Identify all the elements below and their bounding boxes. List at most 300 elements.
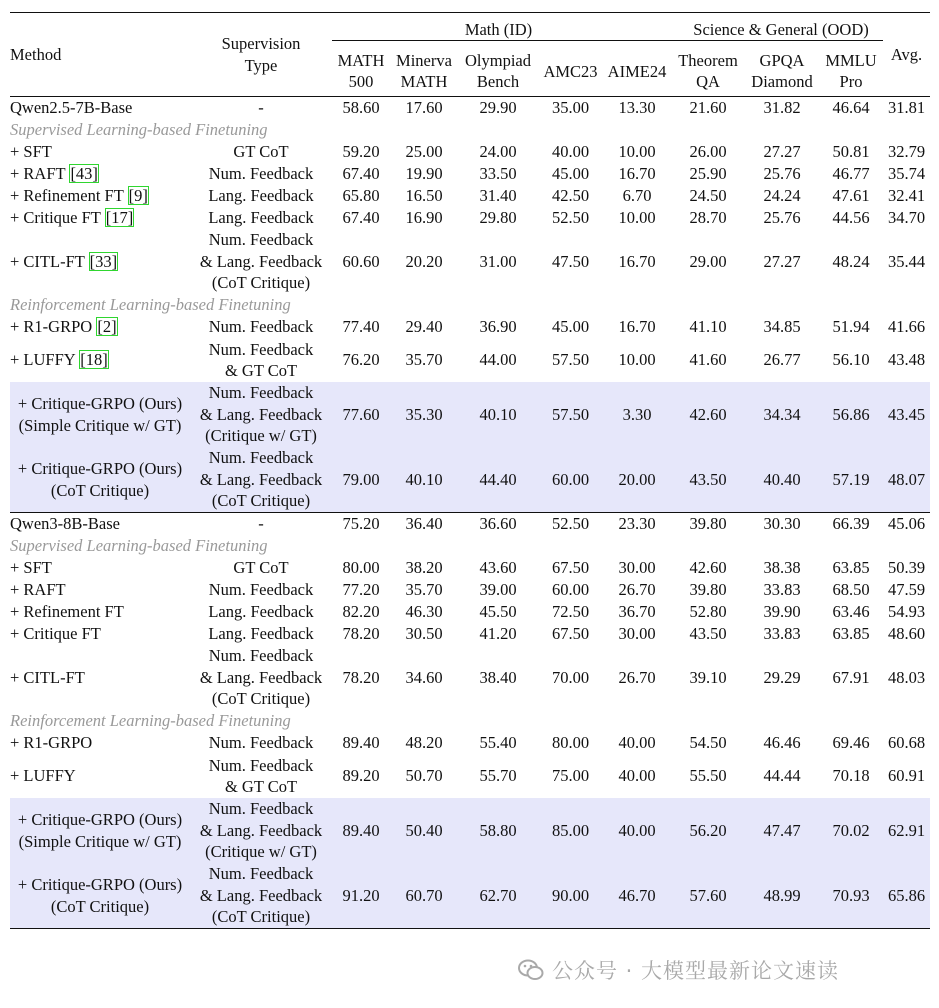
method-cell xyxy=(10,316,190,338)
value-cell: 56.10 xyxy=(832,350,870,370)
value-cell: 27.27 xyxy=(763,251,801,271)
value-cell: 13.30 xyxy=(603,97,671,120)
value-cell: 65.86 xyxy=(883,863,930,929)
method-name: + SFT xyxy=(10,558,52,578)
value-cell: 35.74 xyxy=(887,164,926,184)
supervision-cell xyxy=(190,557,332,579)
citation-ref: [18] xyxy=(80,350,108,370)
supervision-line: Num. Feedback xyxy=(208,339,314,359)
value-cell: 46.77 xyxy=(832,164,870,184)
value-cell: 78.20 xyxy=(342,667,380,687)
column-header: GPQA Diamond xyxy=(751,50,813,92)
value-cell: 60.70 xyxy=(390,863,458,929)
method-name: + LUFFY xyxy=(10,766,76,786)
math-group-header: Math (ID) xyxy=(332,13,671,47)
section-title: Reinforcement Learning-based Finetuning xyxy=(10,295,291,315)
supervision-line: Lang. Feedback xyxy=(208,186,314,206)
value-cell: 40.10 xyxy=(390,447,458,513)
value-cell: 89.40 xyxy=(342,733,380,753)
supervision-cell xyxy=(190,185,332,207)
value-cell: 33.83 xyxy=(763,624,801,644)
column-header: Theorem QA xyxy=(678,50,738,92)
value-cell: 29.80 xyxy=(479,208,517,228)
supervision-cell xyxy=(190,645,332,710)
value-cell: 42.50 xyxy=(551,186,590,206)
section-title: Supervised Learning-based Finetuning xyxy=(10,536,268,556)
supervision-line: Num. Feedback xyxy=(208,799,314,819)
ood-group-header: Science & General (OOD) xyxy=(671,13,883,47)
section-title-row xyxy=(10,119,930,141)
method-name: + R1-GRPO xyxy=(10,317,97,337)
value-cell: 20.00 xyxy=(603,447,671,513)
value-cell: 76.20 xyxy=(342,350,380,370)
value-cell: 33.50 xyxy=(479,164,517,184)
supervision-cell xyxy=(190,579,332,601)
method-name: + Critique FT xyxy=(10,208,105,228)
method-cell xyxy=(10,623,190,645)
supervision-line: (CoT Critique) xyxy=(211,273,311,293)
method-line: + Critique-GRPO (Ours) xyxy=(17,459,183,478)
supervision-line: Num. Feedback xyxy=(208,448,314,468)
value-cell: 50.70 xyxy=(405,766,443,786)
value-cell: 70.18 xyxy=(832,766,870,786)
value-cell: 42.60 xyxy=(689,558,727,578)
value-cell: 77.60 xyxy=(332,382,390,447)
value-cell: 23.30 xyxy=(603,513,671,536)
method-line: (CoT Critique) xyxy=(50,480,150,500)
supervision-cell xyxy=(190,601,332,623)
method-line: (Simple Critique w/ GT) xyxy=(18,415,182,435)
value-cell: 67.50 xyxy=(551,558,590,578)
value-cell: 46.70 xyxy=(603,863,671,929)
supervision-line: (CoT Critique) xyxy=(211,689,311,709)
value-cell: 26.70 xyxy=(618,667,656,687)
supervision-line: & GT CoT xyxy=(224,361,298,380)
value-cell: 35.30 xyxy=(390,382,458,447)
value-cell: 52.50 xyxy=(551,208,590,228)
supervision-line: Lang. Feedback xyxy=(208,208,314,228)
value-cell: 41.10 xyxy=(689,317,727,337)
value-cell: 62.70 xyxy=(458,863,538,929)
value-cell: 55.40 xyxy=(479,733,517,753)
method-cell xyxy=(10,229,190,294)
value-cell: 56.86 xyxy=(819,382,883,447)
value-cell: 50.39 xyxy=(887,558,926,578)
table-row xyxy=(10,382,930,447)
supervision-cell xyxy=(190,207,332,229)
supervision-line: (Critique w/ GT) xyxy=(205,426,317,446)
supervision-line: GT CoT xyxy=(233,142,289,162)
value-cell: 46.46 xyxy=(763,733,801,753)
value-cell: 55.70 xyxy=(479,766,517,786)
method-name: Qwen3-8B-Base xyxy=(10,514,120,534)
citation-ref: [9] xyxy=(128,186,148,206)
value-cell: 80.00 xyxy=(342,558,380,578)
supervision-line: Num. Feedback xyxy=(208,646,314,666)
value-cell: 60.60 xyxy=(342,251,380,271)
table-row xyxy=(10,207,930,229)
value-cell: 38.40 xyxy=(479,667,517,687)
value-cell: 26.70 xyxy=(618,580,656,600)
column-header: MATH 500 xyxy=(337,50,385,92)
value-cell: 67.50 xyxy=(551,624,590,644)
value-cell: 19.90 xyxy=(405,164,443,184)
value-cell: 25.00 xyxy=(405,142,443,162)
value-cell: 39.80 xyxy=(671,513,745,536)
value-cell: 46.64 xyxy=(819,97,883,120)
value-cell: 10.00 xyxy=(618,350,656,370)
value-cell: 62.91 xyxy=(883,798,930,863)
method-name: + RAFT xyxy=(10,580,66,600)
value-cell: 77.40 xyxy=(342,317,380,337)
avg-header: Avg. xyxy=(890,44,923,64)
value-cell: 58.80 xyxy=(458,798,538,863)
table-row xyxy=(10,141,930,163)
value-cell: 54.50 xyxy=(689,733,727,753)
value-cell: 90.00 xyxy=(538,863,603,929)
method-cell xyxy=(10,141,190,163)
value-cell: 77.20 xyxy=(342,580,380,600)
supervision-line: (Critique w/ GT) xyxy=(205,842,317,862)
method-cell xyxy=(10,163,190,185)
value-cell: 48.24 xyxy=(832,251,870,271)
value-cell: 16.50 xyxy=(405,186,443,206)
value-cell: 31.40 xyxy=(479,186,517,206)
value-cell: 48.20 xyxy=(405,733,443,753)
method-name: + RAFT xyxy=(10,164,70,184)
table-row xyxy=(10,229,930,294)
value-cell: 85.00 xyxy=(538,798,603,863)
value-cell: 40.10 xyxy=(458,382,538,447)
citation-ref: [43] xyxy=(70,164,98,184)
method-name: + Critique FT xyxy=(10,624,101,644)
value-cell: 89.20 xyxy=(342,766,380,786)
supervision-line: & GT CoT xyxy=(224,777,298,796)
column-header: Minerva MATH xyxy=(396,50,452,92)
value-cell: 45.00 xyxy=(551,164,590,184)
value-cell: 29.90 xyxy=(458,97,538,120)
value-cell: 41.60 xyxy=(689,350,727,370)
value-cell: 43.50 xyxy=(671,447,745,513)
value-cell: 44.44 xyxy=(763,766,801,786)
value-cell: 45.06 xyxy=(883,513,930,536)
value-cell: 34.60 xyxy=(405,667,443,687)
method-line: + Critique-GRPO (Ours) xyxy=(17,394,183,413)
method-line: + Critique-GRPO (Ours) xyxy=(17,810,183,829)
value-cell: 31.81 xyxy=(883,97,930,120)
method-cell xyxy=(10,97,190,120)
supervision-line: Lang. Feedback xyxy=(208,624,314,644)
supervision-cell xyxy=(190,97,332,120)
value-cell: 39.80 xyxy=(689,580,727,600)
table-row xyxy=(10,97,930,120)
method-line: (Simple Critique w/ GT) xyxy=(18,831,182,851)
supervision-line: Num. Feedback xyxy=(208,864,314,884)
value-cell: 34.85 xyxy=(763,317,801,337)
value-cell: 40.00 xyxy=(618,766,656,786)
method-cell xyxy=(10,513,190,536)
value-cell: 89.40 xyxy=(332,798,390,863)
method-cell xyxy=(10,601,190,623)
value-cell: 35.70 xyxy=(405,350,443,370)
value-cell: 24.50 xyxy=(689,186,727,206)
value-cell: 47.50 xyxy=(551,251,590,271)
method-cell xyxy=(10,185,190,207)
value-cell: 47.59 xyxy=(887,580,926,600)
value-cell: 36.70 xyxy=(618,602,656,622)
supervision-line: & Lang. Feedback xyxy=(199,251,323,271)
citation-ref: [17] xyxy=(105,208,134,228)
value-cell: 60.00 xyxy=(538,447,603,513)
supervision-line: Num. Feedback xyxy=(208,164,314,184)
value-cell: 67.91 xyxy=(832,667,870,687)
value-cell: 63.46 xyxy=(832,602,870,622)
value-cell: 68.50 xyxy=(832,580,870,600)
value-cell: 32.79 xyxy=(887,142,926,162)
supervision-line: (CoT Critique) xyxy=(211,907,311,927)
value-cell: 46.30 xyxy=(405,602,443,622)
value-cell: 40.40 xyxy=(745,447,819,513)
supervision-line: Num. Feedback xyxy=(208,317,314,337)
value-cell: 45.50 xyxy=(479,602,517,622)
value-cell: 82.20 xyxy=(342,602,380,622)
section-title-row xyxy=(10,710,930,732)
value-cell: 29.00 xyxy=(689,251,727,271)
value-cell: 44.00 xyxy=(479,350,517,370)
supervision-header: Supervision Type xyxy=(221,34,301,75)
value-cell: 32.41 xyxy=(887,186,926,206)
supervision-cell xyxy=(190,732,332,754)
method-line: + Critique-GRPO (Ours) xyxy=(17,875,183,894)
value-cell: 30.50 xyxy=(405,624,443,644)
value-cell: 38.38 xyxy=(763,558,801,578)
value-cell: 78.20 xyxy=(342,624,380,644)
section-title-row xyxy=(10,294,930,316)
column-header: AIME24 xyxy=(607,61,667,81)
value-cell: 70.02 xyxy=(819,798,883,863)
value-cell: 48.07 xyxy=(883,447,930,513)
method-cell xyxy=(10,447,190,513)
table-row xyxy=(10,557,930,579)
value-cell: 60.00 xyxy=(551,580,590,600)
supervision-line: & Lang. Feedback xyxy=(199,667,323,687)
value-cell: 57.50 xyxy=(551,350,590,370)
supervision-line: Num. Feedback xyxy=(208,580,314,600)
table-row xyxy=(10,645,930,710)
supervision-line: & Lang. Feedback xyxy=(199,885,323,905)
table-row xyxy=(10,601,930,623)
method-header: Method xyxy=(10,44,62,64)
value-cell: 21.60 xyxy=(671,97,745,120)
watermark: 公众号 · 大模型最新论文速读 xyxy=(518,955,839,985)
supervision-line: & Lang. Feedback xyxy=(199,404,323,424)
supervision-cell xyxy=(190,163,332,185)
method-cell xyxy=(10,579,190,601)
table-row xyxy=(10,732,930,754)
value-cell: 35.44 xyxy=(887,251,926,271)
value-cell: 38.20 xyxy=(405,558,443,578)
value-cell: 44.40 xyxy=(458,447,538,513)
column-header: AMC23 xyxy=(543,61,598,81)
supervision-line: & Lang. Feedback xyxy=(199,820,323,840)
supervision-cell xyxy=(190,513,332,536)
value-cell: 26.77 xyxy=(763,350,801,370)
value-cell: 25.76 xyxy=(763,208,801,228)
value-cell: 35.70 xyxy=(405,580,443,600)
table-row xyxy=(10,579,930,601)
table-row xyxy=(10,338,930,382)
value-cell: 36.40 xyxy=(390,513,458,536)
supervision-line: Num. Feedback xyxy=(208,230,314,250)
value-cell: 31.82 xyxy=(745,97,819,120)
supervision-cell xyxy=(190,623,332,645)
value-cell: 70.00 xyxy=(551,667,590,687)
method-cell xyxy=(10,557,190,579)
table-header xyxy=(10,13,930,97)
value-cell: 40.00 xyxy=(618,733,656,753)
method-cell xyxy=(10,863,190,929)
value-cell: 29.40 xyxy=(405,317,443,337)
value-cell: 63.85 xyxy=(832,624,870,644)
method-name: + CITL-FT xyxy=(10,667,85,687)
table-row xyxy=(10,623,930,645)
supervision-line: - xyxy=(258,514,264,534)
method-cell xyxy=(10,732,190,754)
value-cell: 48.03 xyxy=(887,667,926,687)
value-cell: 67.40 xyxy=(342,164,380,184)
value-cell: 65.80 xyxy=(342,186,380,206)
supervision-cell xyxy=(190,316,332,338)
value-cell: 16.70 xyxy=(618,164,656,184)
supervision-cell xyxy=(190,754,332,798)
citation-ref: [33] xyxy=(89,251,118,271)
supervision-cell xyxy=(190,863,332,929)
method-name: + Refinement FT xyxy=(10,602,124,622)
supervision-line: GT CoT xyxy=(233,558,289,578)
method-name: Qwen2.5-7B-Base xyxy=(10,98,133,118)
method-name: + SFT xyxy=(10,142,52,162)
method-cell xyxy=(10,754,190,798)
value-cell: 60.68 xyxy=(887,733,926,753)
value-cell: 43.48 xyxy=(887,350,926,370)
value-cell: 60.91 xyxy=(887,766,926,786)
value-cell: 52.50 xyxy=(538,513,603,536)
column-header: Olympiad Bench xyxy=(465,50,531,92)
supervision-cell xyxy=(190,382,332,447)
value-cell: 33.83 xyxy=(763,580,801,600)
table-row xyxy=(10,316,930,338)
value-cell: 40.00 xyxy=(603,798,671,863)
value-cell: 43.50 xyxy=(689,624,727,644)
method-line: (CoT Critique) xyxy=(50,896,150,916)
value-cell: 28.70 xyxy=(689,208,727,228)
supervision-cell xyxy=(190,798,332,863)
value-cell: 40.00 xyxy=(551,142,590,162)
results-table xyxy=(10,12,930,930)
value-cell: 34.34 xyxy=(745,382,819,447)
wechat-icon xyxy=(518,959,544,981)
value-cell: 29.29 xyxy=(763,667,801,687)
value-cell: 31.00 xyxy=(479,251,517,271)
supervision-line: Num. Feedback xyxy=(208,733,314,753)
value-cell: 26.00 xyxy=(689,142,727,162)
value-cell: 30.00 xyxy=(618,558,656,578)
value-cell: 58.60 xyxy=(332,97,390,120)
value-cell: 50.40 xyxy=(390,798,458,863)
value-cell: 56.20 xyxy=(671,798,745,863)
value-cell: 24.00 xyxy=(479,142,517,162)
method-name: + Refinement FT xyxy=(10,186,128,206)
table-row xyxy=(10,447,930,513)
value-cell: 59.20 xyxy=(342,142,380,162)
value-cell: 55.50 xyxy=(689,766,727,786)
value-cell: 47.47 xyxy=(745,798,819,863)
supervision-line: Num. Feedback xyxy=(208,755,314,775)
value-cell: 30.00 xyxy=(618,624,656,644)
value-cell: 63.85 xyxy=(832,558,870,578)
supervision-line: (CoT Critique) xyxy=(211,491,311,511)
value-cell: 41.20 xyxy=(479,624,517,644)
section-title-row xyxy=(10,535,930,557)
value-cell: 39.90 xyxy=(763,602,801,622)
value-cell: 75.20 xyxy=(332,513,390,536)
value-cell: 27.27 xyxy=(763,142,801,162)
method-cell xyxy=(10,382,190,447)
table-row xyxy=(10,185,930,207)
supervision-line: Lang. Feedback xyxy=(208,602,314,622)
value-cell: 69.46 xyxy=(832,733,870,753)
value-cell: 66.39 xyxy=(819,513,883,536)
value-cell: 34.70 xyxy=(887,208,926,228)
supervision-cell xyxy=(190,141,332,163)
value-cell: 45.00 xyxy=(551,317,590,337)
table-row xyxy=(10,163,930,185)
method-name: + LUFFY xyxy=(10,350,80,370)
value-cell: 50.81 xyxy=(832,142,870,162)
value-cell: 16.70 xyxy=(618,317,656,337)
value-cell: 47.61 xyxy=(832,186,870,206)
value-cell: 10.00 xyxy=(618,142,656,162)
value-cell: 30.30 xyxy=(745,513,819,536)
section-title: Supervised Learning-based Finetuning xyxy=(10,120,268,140)
table-row xyxy=(10,754,930,798)
value-cell: 91.20 xyxy=(332,863,390,929)
value-cell: 36.90 xyxy=(479,317,517,337)
value-cell: 39.10 xyxy=(689,667,727,687)
section-title: Reinforcement Learning-based Finetuning xyxy=(10,711,291,731)
table-body xyxy=(10,97,930,931)
method-name: + CITL-FT xyxy=(10,251,89,271)
value-cell: 43.60 xyxy=(479,558,517,578)
method-cell xyxy=(10,645,190,710)
value-cell: 75.00 xyxy=(551,766,590,786)
value-cell: 52.80 xyxy=(689,602,727,622)
value-cell: 80.00 xyxy=(551,733,590,753)
value-cell: 43.45 xyxy=(883,382,930,447)
value-cell: 10.00 xyxy=(618,208,656,228)
table-row xyxy=(10,798,930,863)
value-cell: 39.00 xyxy=(479,580,517,600)
method-cell xyxy=(10,338,190,382)
value-cell: 20.20 xyxy=(405,251,443,271)
value-cell: 3.30 xyxy=(603,382,671,447)
method-name: + R1-GRPO xyxy=(10,733,93,753)
value-cell: 16.70 xyxy=(618,251,656,271)
value-cell: 51.94 xyxy=(832,317,870,337)
method-cell xyxy=(10,798,190,863)
supervision-cell xyxy=(190,447,332,513)
citation-ref: [2] xyxy=(97,317,117,337)
